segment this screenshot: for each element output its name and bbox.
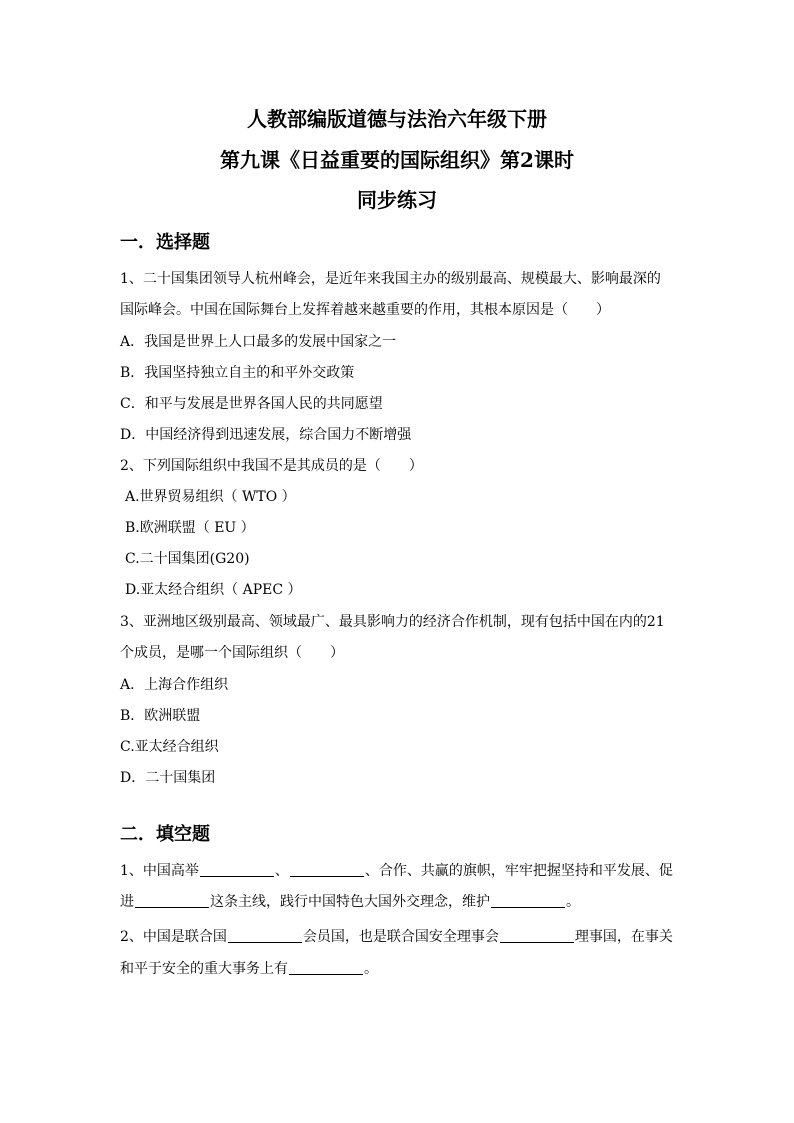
fill-blank[interactable] [228, 928, 302, 943]
title-lesson: 第九课《日益重要的国际组织》第2课时 [220, 148, 574, 172]
q3-option-b: B．欧洲联盟 [120, 708, 201, 724]
q1-stem-line1: 1、二十国集团领导人杭州峰会，是近年来我国主办的级别最高、规模最大、影响最深的 [120, 271, 661, 287]
q1-option-a: A．我国是世界上人口最多的发展中国家之一 [120, 334, 397, 350]
fill-q1-text-e: 这条主线，践行中国特色大国外交理念，维护 [210, 894, 490, 910]
fill-q1-text-d: 进 [120, 894, 134, 910]
fill-blank[interactable] [135, 893, 209, 908]
fill-q2-text-a: 2、中国是联合国 [120, 929, 227, 945]
fill-blank[interactable] [290, 862, 364, 877]
section-heading-choice: 一．选择题 [120, 232, 210, 253]
title-practice: 同步练习 [357, 188, 437, 212]
fill-blank[interactable] [500, 928, 574, 943]
q3-option-c: C.亚太经合组织 [120, 739, 219, 755]
fill-q1-text-a: 1、中国高举 [120, 863, 199, 879]
q1-option-d: D．中国经济得到迅速发展，综合国力不断增强 [120, 427, 412, 443]
fill-blank[interactable] [289, 960, 363, 975]
fill-q1-text-f: 。 [566, 894, 580, 910]
q3-option-d: D．二十国集团 [120, 770, 216, 786]
fill-blank[interactable] [491, 893, 565, 908]
section-heading-fill: 二．填空题 [120, 824, 210, 845]
fill-q2-text-b: 会员国，也是联合国安全理事会 [302, 929, 499, 945]
q2-option-a: A.世界贸易组织（ WTO ） [125, 489, 296, 505]
q3-stem-line2: 个成员，是哪一个国际组织（ ） [120, 645, 344, 661]
q1-option-b: B．我国坚持独立自主的和平外交政策 [120, 365, 355, 381]
q3-option-a: A．上海合作组织 [120, 677, 229, 693]
title-textbook: 人教部编版道德与法治六年级下册 [247, 107, 547, 131]
fill-q1-line1 [120, 862, 680, 880]
fill-q2-text-c: 理事国，在事关 [574, 929, 673, 945]
fill-q2-line1 [120, 928, 680, 946]
fill-q1-text-b: 、 [274, 863, 289, 879]
fill-q2-line2 [120, 960, 680, 978]
fill-q2-text-e: 。 [364, 961, 378, 977]
q2-option-c: C.二十国集团(G20) [125, 551, 250, 567]
q2-stem: 2、下列国际组织中我国不是其成员的是（ ） [120, 458, 423, 474]
fill-q1-line2 [120, 893, 680, 911]
fill-blank[interactable] [200, 862, 274, 877]
q1-stem-line2: 国际峰会。中国在国际舞台上发挥着越来越重要的作用，其根本原因是（ ） [120, 302, 610, 318]
q1-option-c: C．和平与发展是世界各国人民的共同愿望 [120, 396, 383, 412]
q3-stem-line1: 3、亚洲地区级别最高、领域最广、最具影响力的经济合作机制，现有包括中国在内的21 [120, 614, 665, 630]
fill-q2-text-d: 和平于安全的重大事务上有 [120, 961, 288, 977]
fill-q1-text-c: 、合作、共赢的旗帜，牢牢把握坚持和平发展、促 [364, 863, 673, 879]
q2-option-b: B.欧洲联盟（ EU ） [125, 520, 255, 536]
q2-option-d: D.亚太经合组织（ APEC ） [125, 582, 302, 598]
